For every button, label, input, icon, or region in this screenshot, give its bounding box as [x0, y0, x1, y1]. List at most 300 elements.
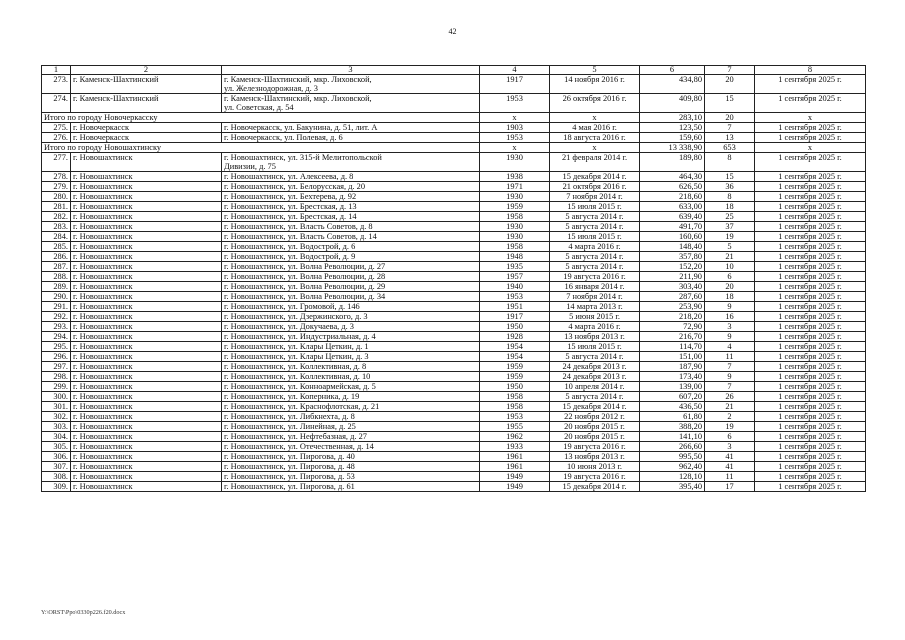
table-cell: 15 июля 2015 г.: [550, 202, 640, 212]
table-cell: 10: [705, 262, 755, 272]
table-cell: г. Новошахтинск: [71, 422, 222, 432]
table-cell: 9: [705, 302, 755, 312]
table-cell: г. Новочеркасск, ул. Бакунина, д. 51, лит. А: [222, 123, 480, 133]
table-cell: 173,40: [640, 372, 705, 382]
table-cell: 18: [705, 292, 755, 302]
table-cell: 303.: [42, 422, 71, 432]
table-cell: 20 ноября 2015 г.: [550, 422, 640, 432]
table-row: [42, 252, 866, 262]
table-cell: 13 ноября 2013 г.: [550, 452, 640, 462]
table-cell: г. Новошахтинск: [71, 452, 222, 462]
table-cell: г. Новошахтинск: [71, 252, 222, 262]
table-row: [42, 472, 866, 482]
table-row: [42, 322, 866, 332]
table-row: [42, 242, 866, 252]
table-cell: 7: [705, 382, 755, 392]
table-row: [42, 372, 866, 382]
table-cell: 297.: [42, 362, 71, 372]
table-row: [42, 332, 866, 342]
table-cell: 277.: [42, 153, 71, 172]
table-cell: 491,70: [640, 222, 705, 232]
table-cell: 15: [705, 94, 755, 113]
table-cell: г. Новочеркасск: [71, 133, 222, 143]
table-cell: 1 сентября 2025 г.: [755, 75, 866, 94]
table-cell: 1959: [480, 362, 550, 372]
table-cell: 309.: [42, 482, 71, 492]
table-cell: г. Новошахтинск, ул. Дзержинского, д. 3: [222, 312, 480, 322]
table-cell: 15: [705, 172, 755, 182]
table-cell: 1957: [480, 272, 550, 282]
table-cell: 7: [705, 123, 755, 133]
table-cell: г. Новочеркасск: [71, 123, 222, 133]
subtotal-cell: 283,10: [640, 113, 705, 123]
table-cell: г. Новошахтинск, ул. Волна Революции, д. 34: [222, 292, 480, 302]
table-cell: 218,60: [640, 192, 705, 202]
table-row: [42, 172, 866, 182]
table-cell: 37: [705, 222, 755, 232]
table-cell: 5 августа 2014 г.: [550, 392, 640, 402]
table-cell: г. Новошахтинск, ул. Докучаева, д. 3: [222, 322, 480, 332]
table-cell: 281.: [42, 202, 71, 212]
table-cell: 6: [705, 272, 755, 282]
table-cell: 1948: [480, 252, 550, 262]
table-cell: 1954: [480, 352, 550, 362]
table-row: [42, 382, 866, 392]
table-cell: 1 сентября 2025 г.: [755, 432, 866, 442]
table-cell: 5 августа 2014 г.: [550, 262, 640, 272]
table-cell: 1 сентября 2025 г.: [755, 222, 866, 232]
header-cell: 4: [480, 66, 550, 75]
table-cell: 409,80: [640, 94, 705, 113]
table-cell: г. Новошахтинск: [71, 442, 222, 452]
table-cell: 464,30: [640, 172, 705, 182]
table-cell: 5 августа 2014 г.: [550, 212, 640, 222]
table-row: [42, 392, 866, 402]
table-cell: 1953: [480, 133, 550, 143]
table-cell: 9: [705, 372, 755, 382]
table-cell: г. Новошахтинск, ул. Алексеева, д. 8: [222, 172, 480, 182]
table-row: [42, 302, 866, 312]
table-cell: 1 сентября 2025 г.: [755, 342, 866, 352]
table-cell: г. Новошахтинск, ул. Отечественная, д. 14: [222, 442, 480, 452]
table-row: [42, 153, 866, 172]
table-cell: 15 декабря 2014 г.: [550, 402, 640, 412]
table-row: [42, 232, 866, 242]
table-row: [42, 222, 866, 232]
table-cell: 1 сентября 2025 г.: [755, 332, 866, 342]
table-cell: 14 ноября 2016 г.: [550, 75, 640, 94]
table-cell: 282.: [42, 212, 71, 222]
table-row: [42, 182, 866, 192]
table-cell: 4: [705, 342, 755, 352]
table-cell: 294.: [42, 332, 71, 342]
table-cell: 8: [705, 192, 755, 202]
header-cell: 3: [222, 66, 480, 75]
table-cell: г. Новошахтинск: [71, 362, 222, 372]
table-cell: 1938: [480, 172, 550, 182]
table-cell: г. Новошахтинск, ул. Власть Советов, д. 14: [222, 232, 480, 242]
table-cell: 14 марта 2013 г.: [550, 302, 640, 312]
table-cell: 1961: [480, 462, 550, 472]
table-row: [42, 462, 866, 472]
table-cell: 296.: [42, 352, 71, 362]
table-cell: 1 сентября 2025 г.: [755, 472, 866, 482]
subtotal-cell: x: [755, 143, 866, 153]
subtotal-cell: 653: [705, 143, 755, 153]
table-cell: 1 сентября 2025 г.: [755, 153, 866, 172]
table-cell: 7 ноября 2014 г.: [550, 292, 640, 302]
table-cell: 253,90: [640, 302, 705, 312]
table-cell: г. Новошахтинск: [71, 332, 222, 342]
table-cell: 19 августа 2016 г.: [550, 472, 640, 482]
table-cell: 152,20: [640, 262, 705, 272]
table-cell: г. Новошахтинск: [71, 242, 222, 252]
table-cell: г. Новошахтинск, ул. Бехтерева, д. 92: [222, 192, 480, 202]
table-cell: г. Новошахтинск, ул. Водострой, д. 6: [222, 242, 480, 252]
address-line-continued: ул. Советская, д. 54: [224, 103, 294, 112]
subtotal-cell: x: [480, 113, 550, 123]
table-row: [42, 362, 866, 372]
table-cell: 21: [705, 402, 755, 412]
address-line: г. Новошахтинск, ул. 315-й Мелитопольской: [224, 153, 382, 162]
table-cell: 20 ноября 2015 г.: [550, 432, 640, 442]
table-cell: 1951: [480, 302, 550, 312]
table-cell: 1 сентября 2025 г.: [755, 202, 866, 212]
table-cell: 1 сентября 2025 г.: [755, 212, 866, 222]
table-row: [42, 412, 866, 422]
table-cell: 1 сентября 2025 г.: [755, 312, 866, 322]
address-line-continued: ул. Железнодорожная, д. 3: [224, 84, 318, 93]
subtotal-row: [42, 143, 866, 153]
table-cell: 357,80: [640, 252, 705, 262]
table-cell: 1958: [480, 242, 550, 252]
table-row: [42, 292, 866, 302]
table-cell: [222, 94, 480, 113]
table-cell: 11: [705, 472, 755, 482]
table-cell: 1958: [480, 392, 550, 402]
table-row: [42, 272, 866, 282]
table-cell: 280.: [42, 192, 71, 202]
table-cell: 1903: [480, 123, 550, 133]
table-cell: г. Новошахтинск, ул. Коперника, д. 19: [222, 392, 480, 402]
table-cell: 1949: [480, 482, 550, 492]
table-cell: г. Новошахтинск, ул. Линейная, д. 25: [222, 422, 480, 432]
table-cell: г. Новошахтинск: [71, 262, 222, 272]
table-cell: 21: [705, 252, 755, 262]
table-cell: 1 сентября 2025 г.: [755, 272, 866, 282]
table-cell: г. Новошахтинск: [71, 322, 222, 332]
table-cell: 1928: [480, 332, 550, 342]
table-cell: 7: [705, 362, 755, 372]
table-cell: 278.: [42, 172, 71, 182]
table-cell: 1 сентября 2025 г.: [755, 462, 866, 472]
table-cell: 287.: [42, 262, 71, 272]
table-cell: г. Новошахтинск, ул. Пирогова, д. 53: [222, 472, 480, 482]
subtotal-cell: x: [480, 143, 550, 153]
table-cell: 10 июня 2013 г.: [550, 462, 640, 472]
table-cell: 211,90: [640, 272, 705, 282]
table-cell: 139,00: [640, 382, 705, 392]
table-cell: г. Новошахтинск: [71, 292, 222, 302]
table-cell: 1 сентября 2025 г.: [755, 322, 866, 332]
table-cell: 1958: [480, 212, 550, 222]
table-cell: г. Новошахтинск, ул. Громовой, д. 146: [222, 302, 480, 312]
table-cell: г. Новошахтинск: [71, 182, 222, 192]
header-cell: 8: [755, 66, 866, 75]
table-cell: г. Новошахтинск: [71, 282, 222, 292]
table-cell: 114,70: [640, 342, 705, 352]
table-cell: 5 августа 2014 г.: [550, 252, 640, 262]
table-cell: 1 сентября 2025 г.: [755, 252, 866, 262]
table-row: [42, 282, 866, 292]
table-cell: г. Новошахтинск, ул. Брестская, д. 13: [222, 202, 480, 212]
table-row: [42, 94, 866, 113]
table-cell: 15 июля 2015 г.: [550, 232, 640, 242]
table-cell: 1 сентября 2025 г.: [755, 292, 866, 302]
table-cell: 19 августа 2016 г.: [550, 272, 640, 282]
table-cell: 1953: [480, 412, 550, 422]
table-cell: 13 ноября 2013 г.: [550, 332, 640, 342]
table-cell: 1935: [480, 262, 550, 272]
table-cell: 275.: [42, 123, 71, 133]
table-cell: г. Новошахтинск: [71, 462, 222, 472]
table-cell: 19: [705, 232, 755, 242]
table-cell: 160,60: [640, 232, 705, 242]
subtotal-row: [42, 113, 866, 123]
table-cell: 151,00: [640, 352, 705, 362]
table-cell: 1 сентября 2025 г.: [755, 452, 866, 462]
table-cell: 1 сентября 2025 г.: [755, 182, 866, 192]
header-cell: 6: [640, 66, 705, 75]
table-cell: 4 марта 2016 г.: [550, 242, 640, 252]
table-cell: г. Новошахтинск: [71, 153, 222, 172]
table-cell: 1954: [480, 342, 550, 352]
table-cell: 11: [705, 352, 755, 362]
table-cell: г. Новошахтинск: [71, 392, 222, 402]
table-cell: г. Каменск-Шахтинский: [71, 94, 222, 113]
table-cell: 293.: [42, 322, 71, 332]
table-cell: 25: [705, 212, 755, 222]
table-cell: 10 апреля 2014 г.: [550, 382, 640, 392]
table-cell: 1 сентября 2025 г.: [755, 262, 866, 272]
table-cell: 5 августа 2014 г.: [550, 222, 640, 232]
table-cell: 436,50: [640, 402, 705, 412]
table-cell: 302.: [42, 412, 71, 422]
table-cell: 41: [705, 452, 755, 462]
address-line: г. Каменск-Шахтинский, мкр. Лиховской,: [224, 94, 372, 103]
table-cell: г. Новошахтинск: [71, 342, 222, 352]
table-cell: 123,50: [640, 123, 705, 133]
table-cell: г. Новошахтинск, ул. Волна Революции, д. 28: [222, 272, 480, 282]
table-cell: г. Новошахтинск: [71, 372, 222, 382]
table-cell: 9: [705, 332, 755, 342]
table-cell: 1 сентября 2025 г.: [755, 352, 866, 362]
table-cell: 216,70: [640, 332, 705, 342]
table-cell: 1 сентября 2025 г.: [755, 382, 866, 392]
table-cell: 4 марта 2016 г.: [550, 322, 640, 332]
table-cell: 1940: [480, 282, 550, 292]
table-cell: 21 февраля 2014 г.: [550, 153, 640, 172]
table-cell: г. Новошахтинск, ул. Индустриальная, д. 4: [222, 332, 480, 342]
table-cell: 5: [705, 242, 755, 252]
table-cell: 1917: [480, 312, 550, 322]
table-row: [42, 202, 866, 212]
table-cell: г. Новошахтинск, ул. Пирогова, д. 48: [222, 462, 480, 472]
address-line-continued: Дивизии, д. 75: [224, 162, 276, 171]
table-cell: 3: [705, 442, 755, 452]
table-cell: 287,60: [640, 292, 705, 302]
table-cell: 300.: [42, 392, 71, 402]
table-cell: г. Новошахтинск, ул. Нефтебазная, д. 27: [222, 432, 480, 442]
register-table: [41, 65, 866, 492]
table-cell: 962,40: [640, 462, 705, 472]
table-row: [42, 432, 866, 442]
table-cell: г. Новошахтинск: [71, 202, 222, 212]
table-cell: 8: [705, 153, 755, 172]
table-cell: г. Новошахтинск: [71, 482, 222, 492]
table-cell: 19 августа 2016 г.: [550, 442, 640, 452]
table-cell: г. Новошахтинск: [71, 232, 222, 242]
table-cell: 1 сентября 2025 г.: [755, 482, 866, 492]
table-cell: 1953: [480, 94, 550, 113]
table-row: [42, 312, 866, 322]
table-cell: 15 июля 2015 г.: [550, 342, 640, 352]
table-cell: 2: [705, 412, 755, 422]
table-cell: 15 декабря 2014 г.: [550, 482, 640, 492]
table-cell: г. Новошахтинск, ул. Белорусская, д. 20: [222, 182, 480, 192]
table-cell: 1 сентября 2025 г.: [755, 282, 866, 292]
table-cell: г. Новошахтинск, ул. Коллективная, д. 10: [222, 372, 480, 382]
table-row: [42, 482, 866, 492]
table-cell: 1971: [480, 182, 550, 192]
table-cell: 5 июня 2015 г.: [550, 312, 640, 322]
table-cell: 1953: [480, 292, 550, 302]
table-cell: 1950: [480, 382, 550, 392]
table-cell: 18 августа 2016 г.: [550, 133, 640, 143]
table-cell: г. Новошахтинск, ул. Пирогова, д. 40: [222, 452, 480, 462]
table-cell: 284.: [42, 232, 71, 242]
table-cell: 639,40: [640, 212, 705, 222]
table-cell: 26 октября 2016 г.: [550, 94, 640, 113]
table-cell: 5 августа 2014 г.: [550, 352, 640, 362]
table-cell: 24 декабря 2013 г.: [550, 372, 640, 382]
table-cell: 148,40: [640, 242, 705, 252]
table-cell: 13: [705, 133, 755, 143]
table-cell: 1930: [480, 192, 550, 202]
table-cell: 633,00: [640, 202, 705, 212]
subtotal-cell: 13 338,90: [640, 143, 705, 153]
table-cell: г. Новошахтинск, ул. Клары Цеткин, д. 3: [222, 352, 480, 362]
subtotal-label: Итого по городу Новочеркасску: [42, 113, 480, 123]
table-cell: 1930: [480, 232, 550, 242]
table-cell: 307.: [42, 462, 71, 472]
file-path-footer: Y:\ORST\Ppo\0330p226.f20.docx: [41, 609, 126, 616]
table-cell: 41: [705, 462, 755, 472]
table-cell: 306.: [42, 452, 71, 462]
table-cell: 283.: [42, 222, 71, 232]
table-cell: 1 сентября 2025 г.: [755, 94, 866, 113]
table-cell: 1962: [480, 432, 550, 442]
table-row: [42, 352, 866, 362]
table-cell: 273.: [42, 75, 71, 94]
table-cell: 6: [705, 432, 755, 442]
table-cell: 298.: [42, 372, 71, 382]
table-cell: 995,50: [640, 452, 705, 462]
table-cell: 16 января 2014 г.: [550, 282, 640, 292]
subtotal-cell: x: [755, 113, 866, 123]
table-cell: 1950: [480, 322, 550, 332]
table-cell: 3: [705, 322, 755, 332]
table-cell: 388,20: [640, 422, 705, 432]
table-cell: 26: [705, 392, 755, 402]
table-cell: г. Новошахтинск, ул. Клары Цеткин, д. 1: [222, 342, 480, 352]
table-cell: 305.: [42, 442, 71, 452]
table-cell: г. Новошахтинск, ул. Пирогова, д. 61: [222, 482, 480, 492]
table-cell: 16: [705, 312, 755, 322]
table-cell: 19: [705, 422, 755, 432]
subtotal-cell: 20: [705, 113, 755, 123]
table-cell: 292.: [42, 312, 71, 322]
table-cell: 24 декабря 2013 г.: [550, 362, 640, 372]
table-cell: 1 сентября 2025 г.: [755, 392, 866, 402]
table-cell: 187,90: [640, 362, 705, 372]
table-row: [42, 402, 866, 412]
table-cell: г. Новошахтинск: [71, 192, 222, 202]
table-row: [42, 192, 866, 202]
table-cell: 1 сентября 2025 г.: [755, 172, 866, 182]
table-cell: 1 сентября 2025 г.: [755, 192, 866, 202]
table-cell: г. Новошахтинск: [71, 302, 222, 312]
table-cell: 72,90: [640, 322, 705, 332]
table-cell: 189,80: [640, 153, 705, 172]
table-cell: 286.: [42, 252, 71, 262]
table-cell: 1959: [480, 202, 550, 212]
table-cell: 304.: [42, 432, 71, 442]
table-cell: 276.: [42, 133, 71, 143]
table-cell: 290.: [42, 292, 71, 302]
table-cell: 128,10: [640, 472, 705, 482]
page-number: 42: [448, 27, 457, 36]
table-cell: г. Новошахтинск, ул. Коннoармейская, д. 5: [222, 382, 480, 392]
table-cell: 1 сентября 2025 г.: [755, 442, 866, 452]
table-cell: 1 сентября 2025 г.: [755, 302, 866, 312]
table-cell: 218,20: [640, 312, 705, 322]
table-row: [42, 212, 866, 222]
table-cell: г. Новочеркасск, ул. Полевая, д. 6: [222, 133, 480, 143]
table-cell: г. Новошахтинск: [71, 172, 222, 182]
table-cell: 285.: [42, 242, 71, 252]
table-cell: 17: [705, 482, 755, 492]
table-cell: 61,80: [640, 412, 705, 422]
table-row: [42, 123, 866, 133]
table-cell: 1958: [480, 402, 550, 412]
table-cell: г. Новошахтинск: [71, 312, 222, 322]
table-cell: 1930: [480, 222, 550, 232]
table-cell: 1961: [480, 452, 550, 462]
table-cell: г. Новошахтинск, ул. Волна Революции, д. 29: [222, 282, 480, 292]
table-cell: 1 сентября 2025 г.: [755, 422, 866, 432]
table-cell: 21 октября 2016 г.: [550, 182, 640, 192]
table-cell: 20: [705, 282, 755, 292]
table-cell: 626,50: [640, 182, 705, 192]
table-cell: г. Новошахтинск, ул. Краснофлотская, д. 21: [222, 402, 480, 412]
header-row: [42, 66, 866, 75]
table-cell: г. Каменск-Шахтинский: [71, 75, 222, 94]
table-cell: 1 сентября 2025 г.: [755, 412, 866, 422]
table-cell: [222, 75, 480, 94]
table-cell: г. Новошахтинск, ул. Брестская, д. 14: [222, 212, 480, 222]
table-cell: 1 сентября 2025 г.: [755, 242, 866, 252]
